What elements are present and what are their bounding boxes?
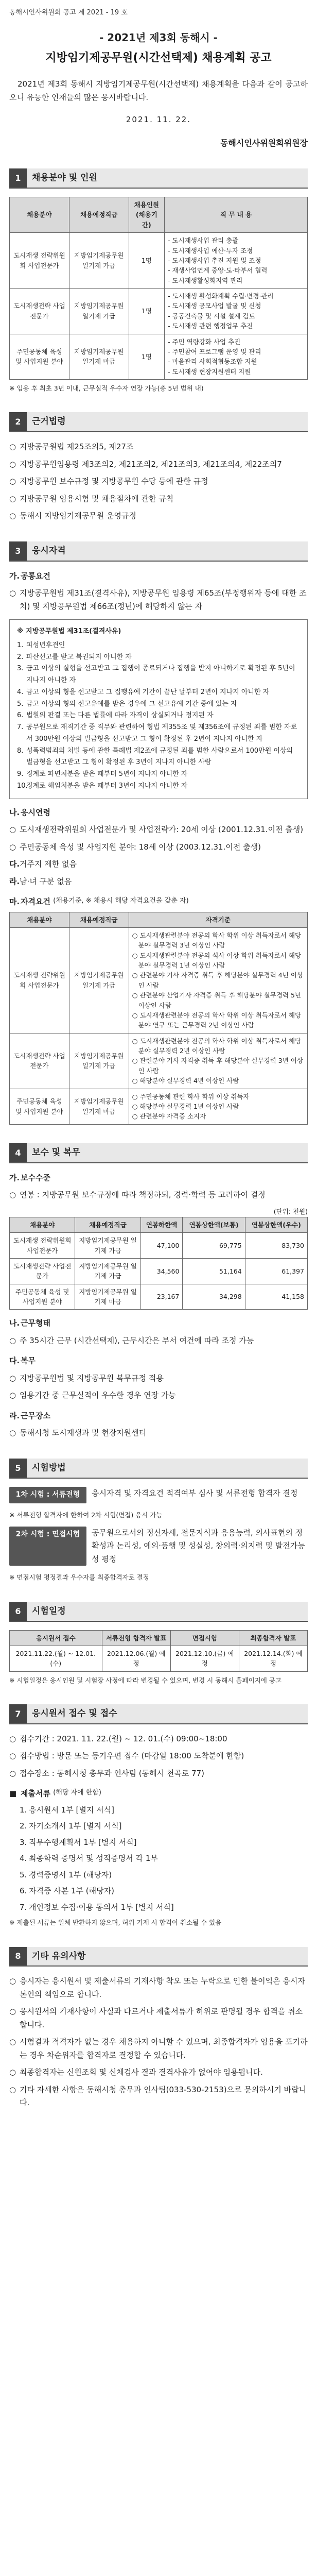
table-header: 연봉상한액(보통)	[183, 1217, 245, 1232]
criteria-item: ○ 도시재생관련분야 전공의 석사 이상 학위 취득자로서 해당분야 실무경력 1년 이상인 사람	[132, 951, 302, 970]
list-item: ○ 동해시 지방임기제공무원 운영규정	[9, 511, 136, 521]
table-cell: 지방임기제공무원 일기제 가급	[69, 289, 129, 334]
subhead-common: 가. 공통요건	[9, 571, 50, 581]
list-item: ○ 시험결과 적격자가 없는 경우 채용하지 아니할 수 있으며, 최종합격자가 임용을 포기하는 경우 차순위자를 합격자로 결정할 수 있습니다.	[9, 2037, 308, 2060]
license-table	[9, 912, 308, 1125]
duty-item: - 도시재생 현장지원센터 지원	[168, 367, 251, 376]
table-cell: 도시재생전략 사업전문가	[10, 1258, 75, 1284]
duty-item: - 도시재생사업 예산·투자 조정	[168, 246, 253, 255]
section-header-etc	[9, 1947, 308, 1967]
table-cell: 2021.12.14.(화) 예정	[239, 1646, 307, 1671]
section-header-method	[9, 1459, 308, 1479]
list-item: ○ 최종합격자는 신원조회 및 신체검사 결과 결격사유가 없어야 임용됩니다.	[9, 2067, 263, 2077]
list-item: 4. 최종학력 증명서 및 성적증명서 각 1부	[20, 1854, 158, 1863]
table-cell: 도시재생 전략위원회 사업전문가	[10, 233, 69, 289]
step-text: 공무원으로서의 정신자세, 전문지식과 응용능력, 의사표현의 정확성과 논리성, 예의·품행 및 성실성, 창의력·의지력 및 발전가능성 평정	[92, 1528, 305, 1564]
intro-text: 2021년 제3회 동해시 지방임기제공무원(시간선택제) 채용계획을 다음과 같이 공고하오니 유능한 인재들의 많은 응시바랍니다.	[9, 79, 308, 102]
subhead-place: 라. 근무장소	[9, 1411, 50, 1420]
table-cell: 주민공동체 육성 및 사업지원 분야	[10, 334, 69, 380]
list-item: 1. 응시원서 1부 [별지 서식]	[20, 1805, 114, 1815]
pay-table	[9, 1217, 308, 1310]
section-number: 3	[9, 541, 27, 561]
list-item: ○ 응시원서의 기재사항이 사실과 다르거나 제출서류가 허위로 판명될 경우 합격을 취소합니다.	[9, 2007, 303, 2029]
section-title: 응시자격	[27, 541, 308, 561]
list-item: ○ 지방공무원 임용시험 및 채용절차에 관한 규칙	[9, 494, 174, 503]
table-cell: 주민공동체 육성 및 사업지원 분야	[10, 1089, 69, 1124]
duties-cell	[165, 334, 308, 380]
pay-unit: (단위: 천원)	[273, 1207, 308, 1215]
duties-cell	[165, 289, 308, 334]
table-row	[10, 334, 308, 380]
table-row	[10, 1089, 308, 1124]
list-item: 2. 파산선고를 받고 복권되지 아니한 자	[17, 653, 132, 661]
section-number: 1	[9, 168, 27, 188]
list-item: 5. 금고 이상의 형의 선고유예를 받은 경우에 그 선고유예 기간 중에 있는 자	[17, 700, 237, 708]
section-title: 채용분야 및 인원	[27, 168, 308, 188]
step-note: ※ 서류전형 합격자에 한하여 2차 시험(면접) 응시 가능	[9, 1511, 163, 1519]
table-header: 채용예정직급	[69, 912, 129, 927]
list-item: 3. 직무수행계획서 1부 [별지 서식]	[20, 1837, 137, 1847]
pay-text: ○ 연봉 : 지방공무원 보수규정에 따라 책정하되, 경력·학력 등 고려하여 결정	[9, 1190, 266, 1200]
section-number: 7	[9, 1704, 27, 1723]
common-requirement: ○ 지방공무원법 제31조(결격사유), 지방공무원 임용령 제65조(부정행위자 등에 대한 조치) 및 지방공무원법 제66조(정년)에 해당하지 않는 자	[9, 588, 307, 611]
table-cell: 1명	[129, 334, 164, 380]
table-cell: 도시재생전략 사업전문가	[10, 289, 69, 334]
schedule-note: ※ 시험일정은 응시인원 및 시험장 사정에 따라 변경될 수 있으며, 변경 시 동해시 홈페이지에 공고	[9, 1676, 281, 1684]
table-cell: 2021.12.06.(월) 예정	[102, 1646, 170, 1671]
criteria-item: ○ 주민공동체 관련 학사 학위 이상 취득자	[132, 1092, 250, 1100]
duty-item: - 도시재생 공모사업 발굴 및 신청	[168, 302, 261, 310]
title-sub: - 2021년 제3회 동해시 -	[99, 31, 218, 44]
criteria-item: ○ 해당분야 실무경력 1년 이상인 사람	[132, 1102, 239, 1110]
subhead-age: 나. 응시연령	[9, 807, 50, 817]
table-cell: 지방임기제공무원 일기제 마급	[69, 334, 129, 380]
duty-item: - 도시재생사업 관리 총괄	[168, 236, 239, 245]
table-cell: 2021.12.10.(금) 예정	[170, 1646, 239, 1671]
list-item: 1. 피성년후견인	[17, 641, 65, 649]
duty-item: - 도시재생 관련 행정업무 추진	[168, 322, 253, 330]
subhead-license: 마. 자격요건 (채용기준, ※ 채용시 해당 자격요건을 갖춘 자)	[9, 897, 189, 907]
docs-note: ※ 제출된 서류는 일체 반환하지 않으며, 허위 기재 시 합격이 취소될 수 있음	[9, 1919, 222, 1927]
table-cell: 34,298	[183, 1284, 245, 1310]
table-cell: 1명	[129, 289, 164, 334]
table-row	[10, 1284, 308, 1310]
list-item: ○ 도시재생전략위원회 사업전문가 및 사업전략가: 20세 이상 (2001.12.31.이전 출생)	[9, 825, 304, 835]
list-item: 3. 금고 이상의 실형을 선고받고 그 집행이 종료되거나 집행을 받지 아니하기로 확정된 후 5년이 지나지 아니한 자	[17, 665, 295, 685]
table-row	[10, 927, 308, 1033]
table-cell: 23,167	[140, 1284, 183, 1310]
list-item: 2. 자기소개서 1부 [별지 서식]	[20, 1821, 122, 1831]
table-cell: 61,397	[245, 1258, 307, 1284]
laws-list	[9, 440, 308, 523]
criteria-cell	[129, 927, 307, 1033]
positions-note: ※ 임용 후 최초 3년 이내, 근무실적 우수자 연장 가능(총 5년 범위 내)	[9, 384, 204, 393]
criteria-item: ○ 도시재생관련분야 전공의 학사 학위 이상 취득자로서 해당분야 연구 또는 근무경력 2년 이상인 사람	[132, 1011, 302, 1029]
table-cell: 지방임기제공무원 일기제 가급	[75, 1233, 140, 1259]
table-header: 응시원서 접수	[10, 1630, 102, 1646]
list-item: ○ 접수장소 : 동해시청 총무과 인사팀 (동해시 천곡로 77)	[9, 1768, 205, 1778]
table-cell: 도시재생전략 사업전문가	[10, 1033, 69, 1089]
duty-item: - 공공건축물 및 시설 설계 검토	[168, 312, 255, 320]
table-header: 연봉상한액(우수)	[245, 1217, 307, 1232]
table-cell: 51,164	[183, 1258, 245, 1284]
place-text: ○ 동해시청 도시재생과 및 현장지원센터	[9, 1428, 147, 1438]
table-row	[10, 1033, 308, 1089]
section-number: 2	[9, 412, 27, 431]
list-item: 6. 자격증 사본 1부 (해당자)	[20, 1886, 114, 1896]
table-header: 최종합격자 발표	[239, 1630, 307, 1646]
list-item: ○ 기타 자세한 사항은 동해시청 총무과 인사팀(033-530-2153)으로 문의하시기 바랍니다.	[9, 2084, 307, 2108]
table-cell: 2021.11.22.(월) ~ 12.01.(수)	[10, 1646, 102, 1671]
table-cell: 지방임기제공무원 일기제 가급	[69, 927, 129, 1033]
list-item: 8. 성폭력범죄의 처벌 등에 관한 특례법 제2조에 규정된 죄를 범한 사람으로서 100만원 이상의 벌금형을 선고받고 그 형이 확정된 후 3년이 지나지 아니한 사람	[17, 747, 293, 767]
duties-cell	[165, 233, 308, 289]
duty-item: - 마을관리 사회적협동조합 지원	[168, 358, 257, 366]
table-header: 채용예정직급	[75, 1217, 140, 1232]
table-cell: 69,775	[183, 1233, 245, 1259]
list-item: 10. 징계로 해임처분을 받은 때부터 3년이 지나지 아니한 자	[17, 782, 188, 790]
table-cell: 지방임기제공무원 일기제 가급	[69, 233, 129, 289]
list-item: 9. 징계로 파면처분을 받은 때부터 5년이 지나지 아니한 자	[17, 770, 188, 778]
table-cell: 지방임기제공무원 일기제 마급	[75, 1284, 140, 1310]
table-header: 자격기준	[129, 912, 307, 927]
criteria-item: ○ 관련분야 기사 자격증 취득 후 해당분야 실무경력 4년 이상인 사람	[132, 971, 303, 989]
criteria-item: ○ 도시재생관련분야 전공의 학사 학위 이상 취득자로서 해당분야 실무경력 2년 이상인 사람	[132, 1037, 302, 1055]
table-header: 연봉하한액	[140, 1217, 183, 1232]
duty-text: ○ 주 35시간 근무 (시간선택제), 근무시간은 부서 여건에 따라 조정 가능	[9, 1335, 254, 1345]
list-item: ○ 응시자는 응시원서 및 제출서류의 기재사항 착오 또는 누락으로 인한 불이익은 응시자 본인의 책임으로 합니다.	[9, 1976, 305, 1999]
table-row	[10, 1233, 308, 1259]
criteria-item: ○ 관련분야 산업기사 자격증 취득 후 해당분야 실무경력 5년 이상인 사람	[132, 991, 301, 1009]
section-header-schedule	[9, 1602, 308, 1622]
duty-item: - 도시재생 활성화계획 수립·변경·관리	[168, 292, 274, 300]
table-header: 채용분야	[10, 912, 69, 927]
duty-item: - 주민 역량강화 사업 추진	[168, 337, 241, 346]
list-item: 7. 공무원으로 재직기간 중 직무와 관련하여 형법 제355조 및 제356조에 규정된 죄를 범한 자로서 300만원 이상의 벌금형을 선고받고 그 형이 확정된 후 2년이 지나지 아니한 자	[17, 723, 297, 743]
section-title: 시험일정	[27, 1602, 308, 1621]
announcement-date: 2021. 11. 22.	[126, 115, 191, 125]
criteria-item: ○ 도시재생관련분야 전공의 학사 학위 이상 취득자로서 해당분야 실무경력 3년 이상인 사람	[132, 931, 302, 950]
step-2	[9, 1527, 308, 1566]
list-item: 5. 경력증명서 1부 (해당자)	[20, 1870, 112, 1879]
table-cell: 주민공동체 육성 및 사업지원 분야	[10, 1284, 75, 1310]
table-cell: 지방임기제공무원 일기제 마급	[69, 1089, 129, 1124]
list-item: 6. 법원의 판결 또는 다른 법률에 따라 자격이 상실되거나 정지된 자	[17, 711, 214, 720]
step-badge: 1차 시험 : 서류전형	[9, 1487, 86, 1503]
list-item: 4. 금고 이상의 형을 선고받고 그 집행유예 기간이 끝난 날부터 2년이 지나지 아니한 자	[17, 688, 270, 696]
section-title: 기타 유의사항	[27, 1947, 308, 1966]
table-row	[10, 289, 308, 334]
box-title: ※ 지방공무원법 제31조(결격사유)	[17, 628, 121, 636]
step-badge: 2차 시험 : 면접시험	[9, 1527, 86, 1566]
list-item: ○ 지방공무원법 및 지방공무원 복무규정 적용	[9, 1373, 164, 1383]
table-cell: 1명	[129, 233, 164, 289]
table-cell: 도시재생 전략위원회 사업전문가	[10, 927, 69, 1033]
table-row	[10, 1258, 308, 1284]
duty-item: - 도시재생활성화지역 관리	[168, 276, 243, 284]
table-row	[10, 233, 308, 289]
list-item: 7. 개인정보 수집·이용 동의서 1부 [별지 서식]	[20, 1902, 174, 1912]
schedule-table	[9, 1630, 308, 1672]
list-item: ○ 지방공무원 보수규정 및 지방공무원 수당 등에 관한 규정	[9, 477, 208, 486]
table-header: 서류전형 합격자 발표	[102, 1630, 170, 1646]
duty-item: - 재생사업연계 중앙·도·타부서 협력	[168, 266, 268, 275]
table-cell: 41,158	[245, 1284, 307, 1310]
criteria-item: ○ 해당분야 실무경력 4년 이상인 사람	[132, 1077, 239, 1085]
section-header-pay	[9, 1143, 308, 1163]
section-number: 4	[9, 1143, 27, 1162]
section-title: 보수 및 복무	[27, 1143, 308, 1162]
list-item: ○ 주민공동체 육성 및 사업지원 분야: 18세 이상 (2003.12.31.이전 출생)	[9, 842, 261, 852]
section-header-laws	[9, 412, 308, 432]
step-text: 응시자격 및 자격요건 적격여부 심사 및 서류전형 합격자 결정	[92, 1488, 298, 1498]
table-row	[10, 1646, 308, 1671]
criteria-item: ○ 관련분야 자격증 소지자	[132, 1112, 206, 1121]
table-header: 채용분야	[10, 1217, 75, 1232]
step-1	[9, 1487, 308, 1503]
table-cell: 47,100	[140, 1233, 183, 1259]
list-item: ○ 임용기간 중 근무실적이 우수한 경우 연장 가능	[9, 1391, 176, 1400]
section-header-positions	[9, 168, 308, 189]
table-cell: 34,560	[140, 1258, 183, 1284]
section-title: 시험방법	[27, 1459, 308, 1478]
table-header: 채용예정직급	[69, 197, 129, 233]
table-header: 면접시험	[170, 1630, 239, 1646]
duty-item: - 주민참여 프로그램 운영 및 관리	[168, 347, 261, 355]
list-item: ○ 지방공무원임용령 제3조의2, 제21조의2, 제21조의3, 제21조의4, 제22조의7	[9, 459, 282, 469]
section-number: 5	[9, 1459, 27, 1478]
table-cell: 83,730	[245, 1233, 307, 1259]
subhead-pay: 가. 보수수준	[9, 1173, 50, 1182]
table-header: 채용분야	[10, 197, 69, 233]
list-item: ○ 지방공무원법 제25조의5, 제27조	[9, 442, 134, 452]
section-number: 6	[9, 1602, 27, 1621]
duty-item: - 도시재생사업 추진 지원 및 조정	[168, 256, 261, 264]
section-header-qualification	[9, 541, 308, 562]
step-note: ※ 면접시험 평정결과 우수자를 최종합격자로 결정	[9, 1573, 149, 1582]
list-item: ○ 접수방법 : 방문 또는 등기우편 접수 (마감일 18:00 도착분에 한함)	[9, 1751, 244, 1761]
disqualification-box	[9, 619, 308, 799]
section-title: 응시원서 접수 및 접수	[27, 1704, 308, 1723]
page-title: 지방임기제공무원(시간선택제) 채용계획 공고	[45, 52, 272, 65]
table-cell: 도시재생 전략위원회 사업전문가	[10, 1233, 75, 1259]
subhead-docs: ■ 제출서류 (해당 자에 한함)	[9, 1789, 101, 1799]
section-title: 근거법령	[27, 412, 308, 431]
table-cell: 지방임기제공무원 일기제 가급	[69, 1033, 129, 1089]
section-header-apply	[9, 1704, 308, 1724]
criteria-cell	[129, 1089, 307, 1124]
list-item: ○ 접수기간 : 2021. 11. 22.(월) ~ 12. 01.(수) 09:00~18:00	[9, 1734, 227, 1743]
criteria-item: ○ 관련분야 기사 자격증 취득 후 해당분야 실무경력 3년 이상인 사람	[132, 1057, 303, 1075]
criteria-cell	[129, 1033, 307, 1089]
announcement-number: 통해시인사위원회 공고 제 2021 - 19 호	[9, 9, 128, 16]
table-cell: 지방임기제공무원 일기제 가급	[75, 1258, 140, 1284]
residence-requirement: 다. 거주지 제한 없음	[9, 859, 77, 869]
table-header: 채용인원 (채용기간)	[129, 197, 164, 233]
title-block	[9, 29, 308, 67]
positions-table	[9, 197, 308, 380]
subhead-work: 다. 복무	[9, 1356, 36, 1366]
issuer: 동해시인사위원회위원장	[220, 138, 308, 148]
table-header: 직 무 내 용	[165, 197, 308, 233]
gender-requirement: 라. 남·녀 구분 없음	[9, 876, 72, 886]
subhead-duty: 나. 근무형태	[9, 1318, 50, 1328]
section-number: 8	[9, 1947, 27, 1966]
